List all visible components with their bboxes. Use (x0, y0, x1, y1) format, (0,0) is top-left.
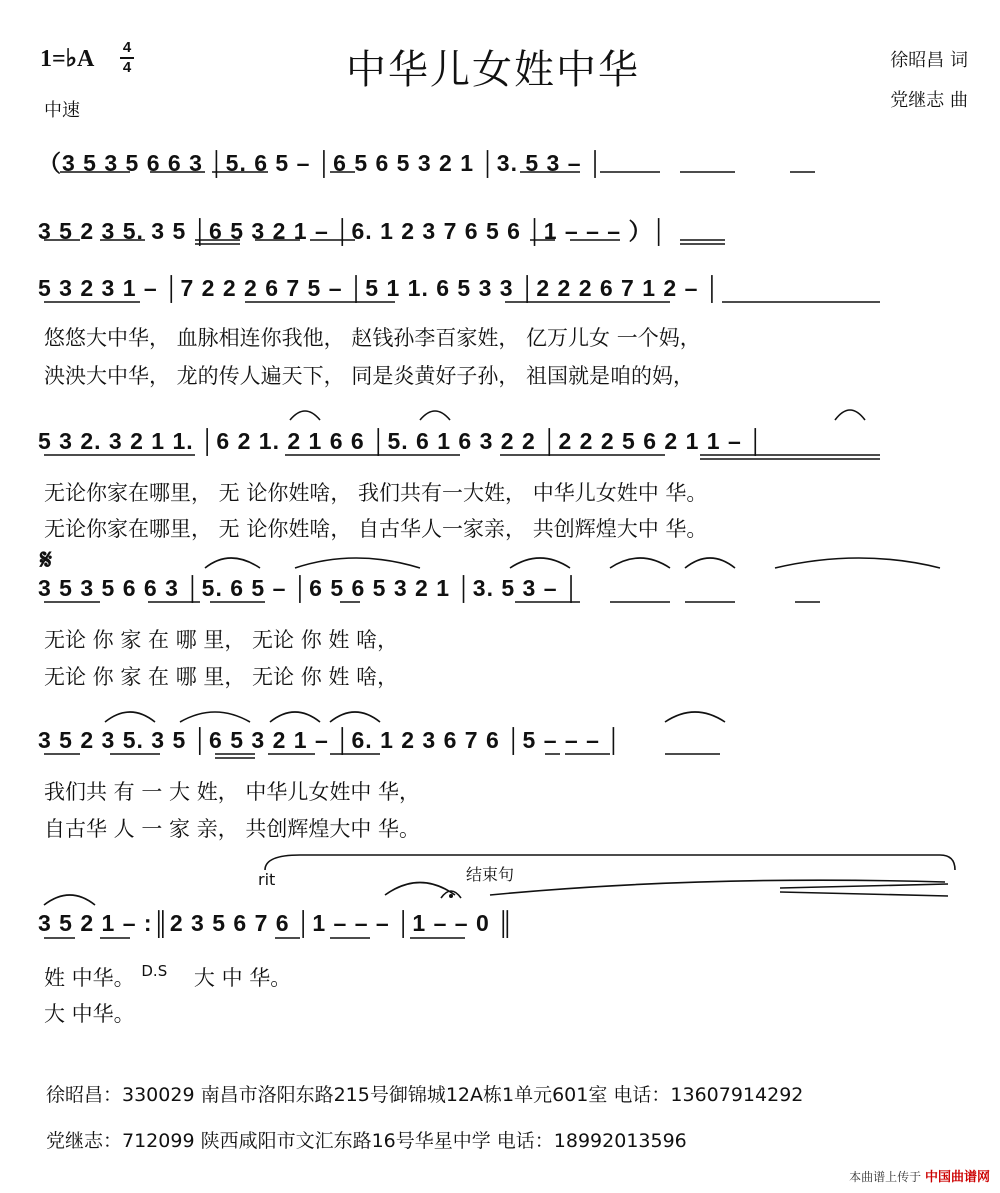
slur (775, 558, 940, 568)
score-row-6: 3 5 2 3 5. 3 5 │6 5 3 2 1 – │6. 1 2 3 6 7 6 │5 – – – │ (38, 727, 623, 753)
lyric-row-3-verse-1: 悠悠大中华， 血脉相连你我他， 赵钱孙李百家姓， 亿万儿女 一个妈， (44, 326, 701, 350)
slur (835, 410, 865, 420)
beam-underline (44, 240, 725, 244)
time-denominator: 4 (122, 59, 132, 76)
slur (685, 558, 735, 568)
score-row-2: 3 5 2 3 5. 3 5 │6 5 3 2 1 – │6. 1 2 3 7 6 5 6 │1 – – – ）│ (38, 218, 668, 244)
beam-underline (44, 754, 720, 758)
lyric-row-3-verse-2: 泱泱大中华， 龙的传人遍天下， 同是炎黄好子孙， 祖国就是咱的妈， (44, 364, 695, 388)
slur (420, 411, 450, 420)
tempo-marking: 中速 (44, 100, 80, 121)
lyric-row-7-pre: 姓 中华。 (44, 966, 135, 990)
score-row-5: 3 5 3 5 6 6 3 │5. 6 5 – │6 5 6 5 3 2 1 │3. 5 3 – │ (38, 575, 581, 601)
score-row-4: 5 3 2. 3 2 1 1. │6 2 1. 2 1 6 6 │5. 6 1 6 3 2 2 │2 2 2 5 6 2 1 1 – │ (38, 428, 765, 454)
fermata-dot (449, 894, 453, 898)
slur (270, 712, 320, 722)
segno-icon: 𝄋 (40, 543, 53, 576)
ending-label: 结束句 (466, 865, 515, 884)
lyricist-credit: 徐昭昌 词 (890, 50, 968, 71)
slur (180, 712, 250, 722)
rit-marking: rit (258, 870, 276, 889)
key-signature: 1=♭A (40, 46, 95, 72)
score-row-1: （3 5 3 5 6 6 3 │5. 6 5 – │6 5 6 5 3 2 1 │3. 5 3 – │ (38, 150, 605, 176)
lyric-row-6-verse-2: 自古华 人 一 家 亲， 共创辉煌大中 华。 (44, 817, 421, 841)
ds-marking: D.S (141, 962, 168, 980)
slur (205, 558, 260, 568)
watermark-logo: 中国曲谱网 (924, 1170, 990, 1185)
watermark-text: 本曲谱上传于 (849, 1170, 922, 1184)
lyric-row-5-verse-2: 无论 你 家 在 哪 里， 无论 你 姓 啥， (44, 665, 399, 689)
page-title: 中华儿女姓中华 (346, 47, 640, 93)
lyric-row-4-verse-2: 无论你家在哪里， 无 论你姓啥， 自古华人一家亲， 共创辉煌大中 华。 (44, 517, 708, 541)
lyric-row-7-post: 大 中 华。 (193, 966, 292, 990)
lyric-row-5-verse-1: 无论 你 家 在 哪 里， 无论 你 姓 啥， (44, 628, 399, 652)
time-numerator: 4 (122, 39, 132, 56)
slur (265, 855, 955, 870)
slur (665, 712, 725, 722)
beam-underline (44, 455, 880, 459)
slur (490, 880, 945, 895)
score-row-7: 3 5 2 1 – :║2 3 5 6 7 6 │1 – – – │1 – – 0 ║ (38, 910, 515, 936)
lyric-row-7-verse-2: 大 中华。 (44, 1002, 135, 1026)
lyric-row-4-verse-1: 无论你家在哪里， 无 论你姓啥， 我们共有一大姓， 中华儿女姓中 华。 (44, 481, 708, 505)
footer-contact-lyricist: 徐昭昌：330029 南昌市洛阳东路215号御锦城12A栋1单元601室 电话：13607914292 (46, 1084, 804, 1106)
crescendo-hairpin (780, 884, 948, 896)
score-row-3: 5 3 2 3 1 – │7 2 2 2 6 7 5 – │5 1 1. 6 5 3 3 │2 2 2 6 7 1 2 – │ (38, 275, 722, 301)
slur (330, 712, 380, 722)
slur (290, 411, 320, 420)
lyric-row-6-verse-1: 我们共 有 一 大 姓， 中华儿女姓中 华， (44, 780, 421, 804)
slur (105, 712, 155, 722)
slur (510, 558, 570, 568)
slur (610, 558, 670, 568)
composer-credit: 党继志 曲 (890, 90, 968, 111)
footer-contact-composer: 党继志：712099 陕西咸阳市文汇东路16号华星中学 电话：18992013596 (46, 1130, 687, 1152)
slur (295, 558, 420, 568)
slur (44, 895, 95, 905)
